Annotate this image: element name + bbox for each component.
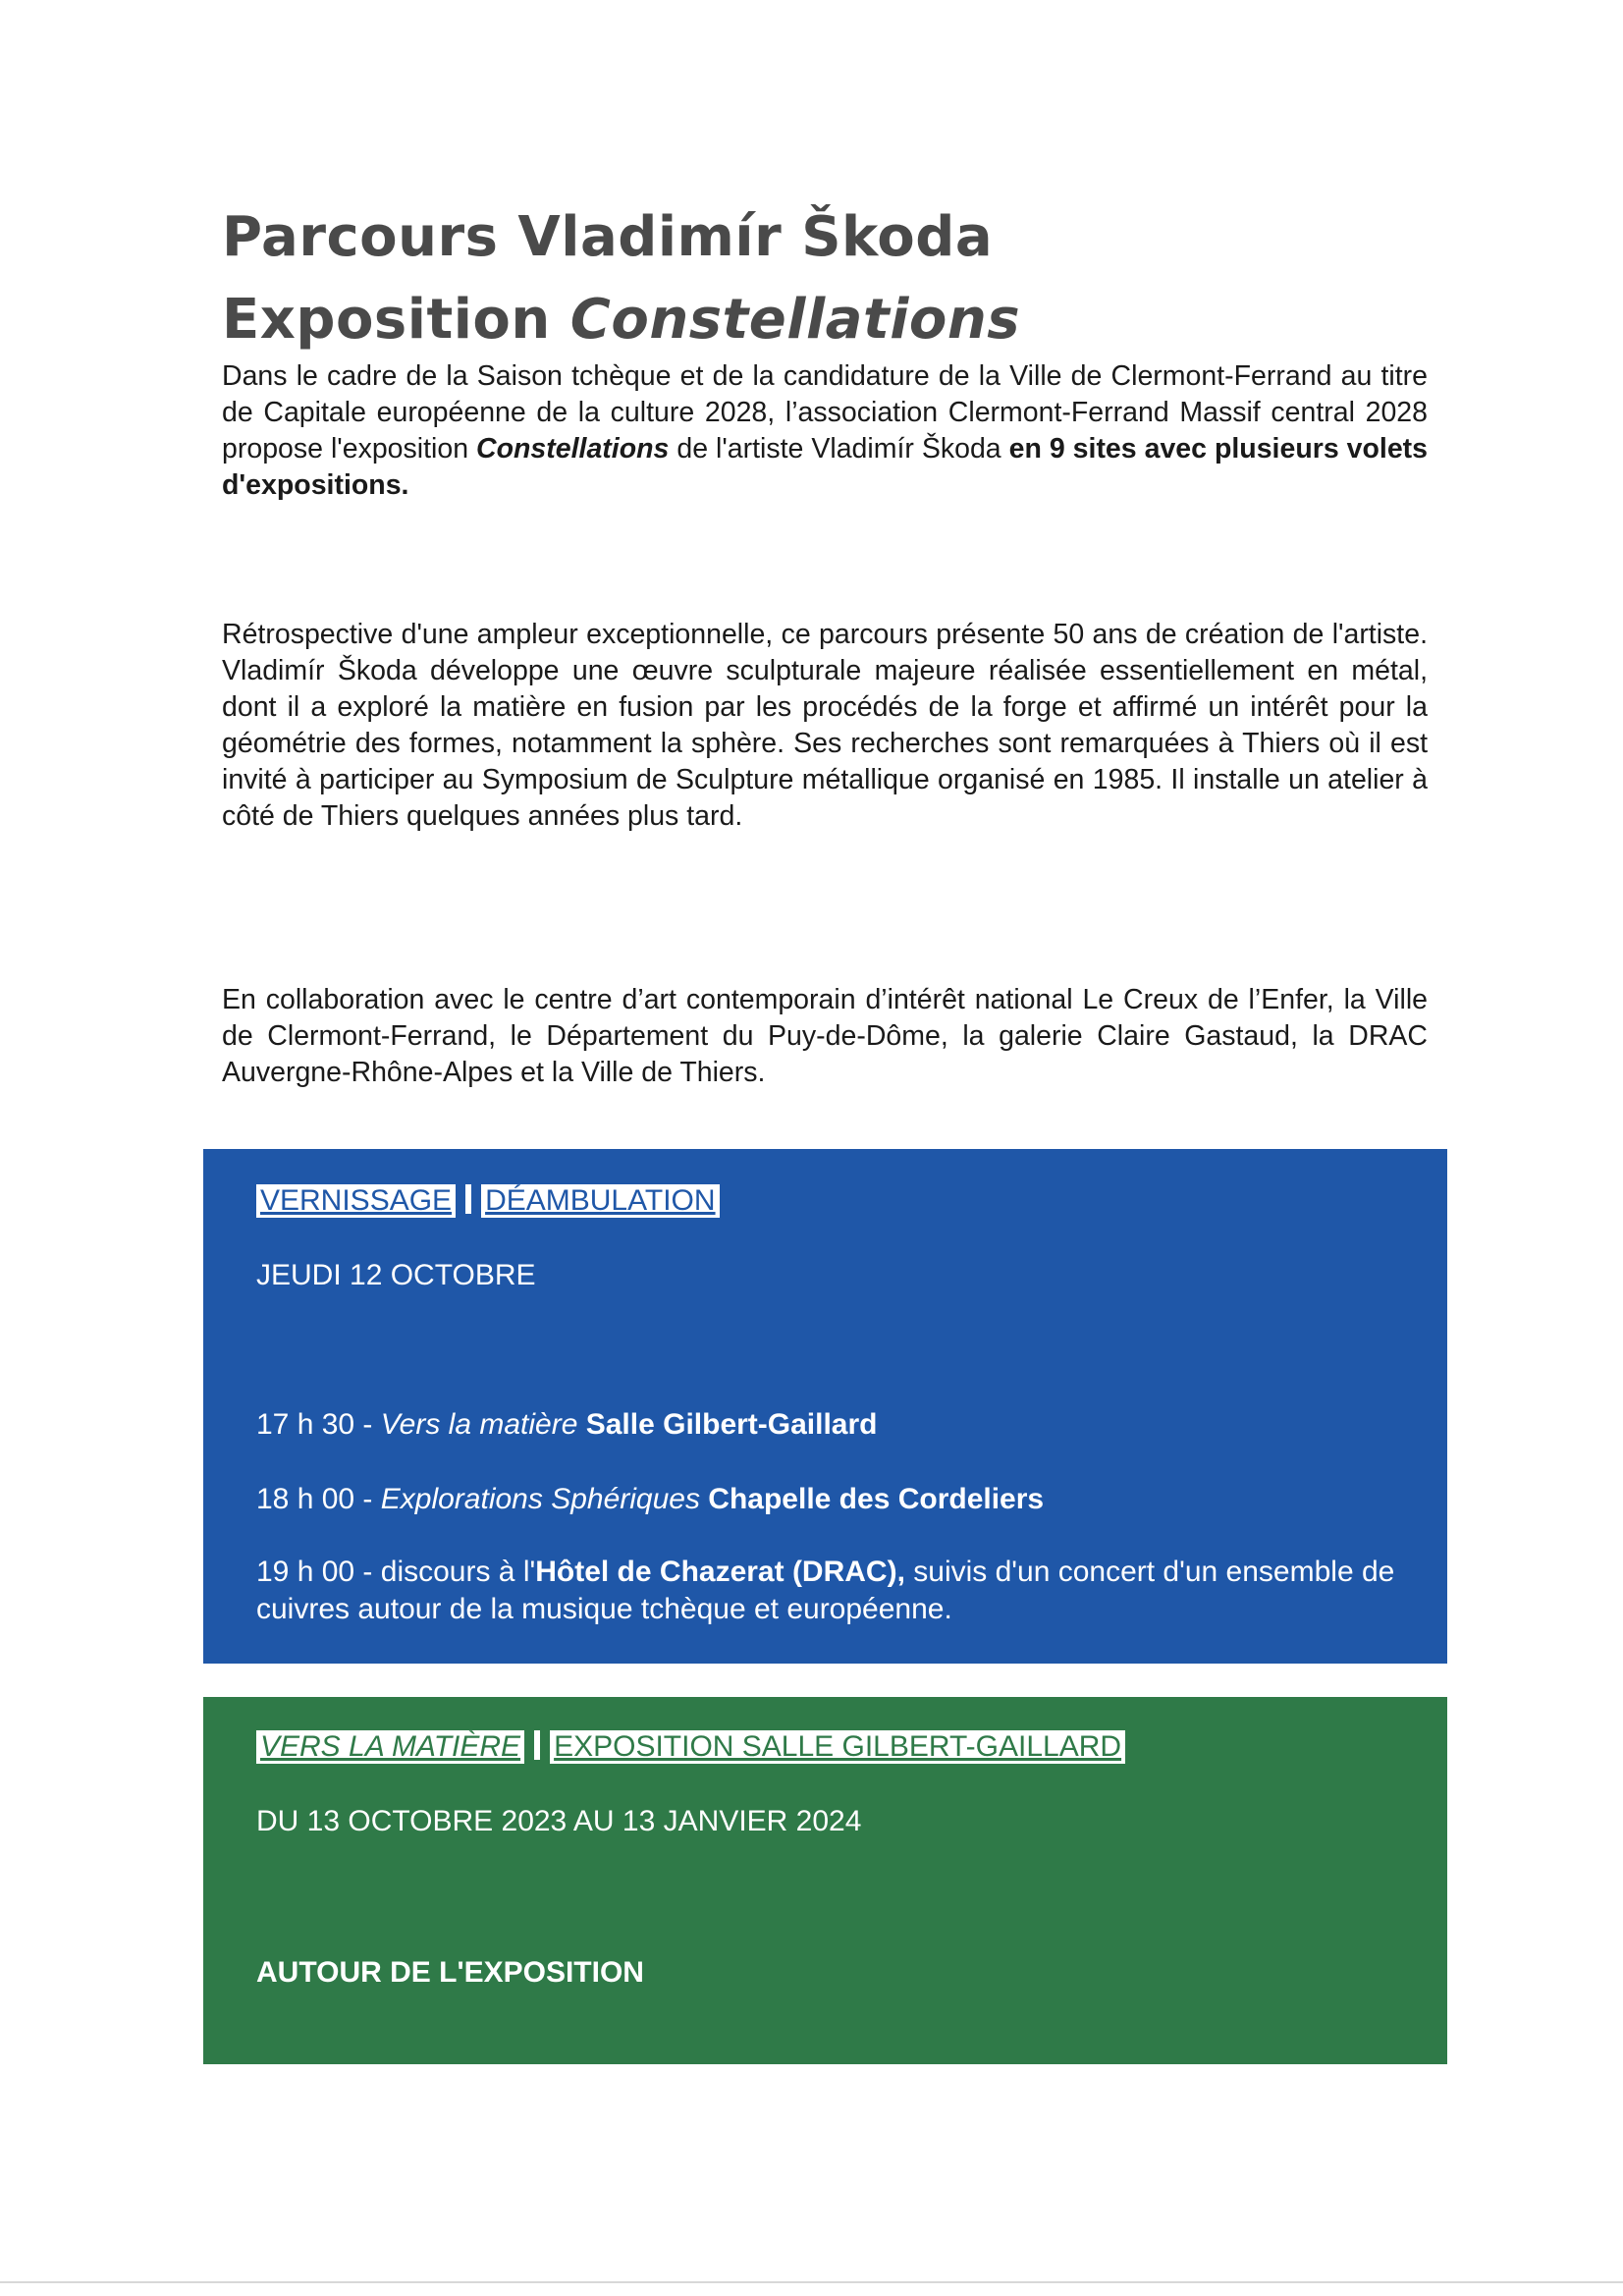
- vernissage-heading: [256, 1182, 1415, 1220]
- title-line-1: Parcours Vladimír Škoda: [222, 205, 994, 269]
- deambulation-tag: DÉAMBULATION: [481, 1184, 719, 1218]
- event-1: [256, 1406, 1415, 1444]
- document-title: [222, 196, 1449, 361]
- exposition-salle-tag: EXPOSITION SALLE GILBERT-GAILLARD: [550, 1730, 1125, 1764]
- event-1-title: Vers la matière: [380, 1408, 578, 1441]
- separator-bar: [465, 1184, 471, 1214]
- retrospective-paragraph: Rétrospective d'une ampleur exceptionnelle, ce parcours présente 50 ans de création de l'artiste. Vladimír Škoda développe une œuvre sculpturale majeure réalisée essentiellement en métal, dont il a exploré la matière en fusion par les procédés de la forge et affirmé un intérêt pour la géométrie des formes, notamment la sphère. Ses recherches sont remarquées à Thiers où il est invité à participer au Symposium de Sculpture métallique organisé en 1985. Il installe un atelier à côté de Thiers quelques années plus tard.: [222, 619, 1428, 832]
- title-line-2-prefix: Exposition: [222, 288, 570, 352]
- vernissage-tag: VERNISSAGE: [256, 1184, 456, 1218]
- exposition-heading: [256, 1728, 1415, 1766]
- exposition-box: [203, 1697, 1447, 2064]
- exposition-dates: DU 13 OCTOBRE 2023 AU 13 JANVIER 2024: [256, 1805, 862, 1837]
- event-2-title: Explorations Sphériques: [380, 1483, 700, 1515]
- intro-exhibition-name: Constellations: [476, 433, 670, 465]
- title-line-2-italic: Constellations: [569, 288, 1021, 352]
- event-3: [256, 1554, 1415, 1628]
- separator-bar: [534, 1730, 540, 1760]
- vernissage-date: JEUDI 12 OCTOBRE: [256, 1259, 536, 1291]
- intro-paragraph: [222, 358, 1428, 504]
- event-2-time: 18 h 00 -: [256, 1483, 381, 1515]
- vernissage-box: [203, 1149, 1447, 1664]
- event-1-time: 17 h 30 -: [256, 1408, 381, 1441]
- event-3-place: Hôtel de Chazerat (DRAC),: [535, 1556, 905, 1588]
- intro-text-1: Dans le cadre de la Saison tchèque et de la candidature de la Ville de Clermont-Ferrand au titre de Capitale européenne de la culture 2028, l’association Clermont-Ferrand Massif central 2028 propose l'exposition: [222, 360, 1428, 465]
- intro-text-3: de l'artiste Vladimír Škoda: [669, 433, 1009, 465]
- page-bottom-rule: [0, 2281, 1623, 2283]
- event-1-place: Salle Gilbert-Gaillard: [577, 1408, 878, 1441]
- intro-sites: en 9 sites avec plusieurs volets d'expositions.: [222, 433, 1429, 501]
- vers-la-matiere-tag: VERS LA MATIÈRE: [256, 1730, 524, 1764]
- event-2: [256, 1481, 1415, 1518]
- event-2-place: Chapelle des Cordeliers: [699, 1483, 1045, 1515]
- event-3-prefix: 19 h 00 - discours à l': [256, 1556, 536, 1588]
- event-3-suffix: suivis d'un concert d'un ensemble de cuivres autour de la musique tchèque et européenne.: [256, 1556, 1395, 1625]
- collaboration-paragraph: En collaboration avec le centre d’art contemporain d’intérêt national Le Creux de l’Enfer, la Ville de Clermont-Ferrand, le Département du Puy-de-Dôme, la galerie Claire Gastaud, la DRAC Auvergne-Rhône-Alpes et la Ville de Thiers.: [222, 984, 1428, 1088]
- autour-exposition-heading: AUTOUR DE L'EXPOSITION: [256, 1956, 644, 1989]
